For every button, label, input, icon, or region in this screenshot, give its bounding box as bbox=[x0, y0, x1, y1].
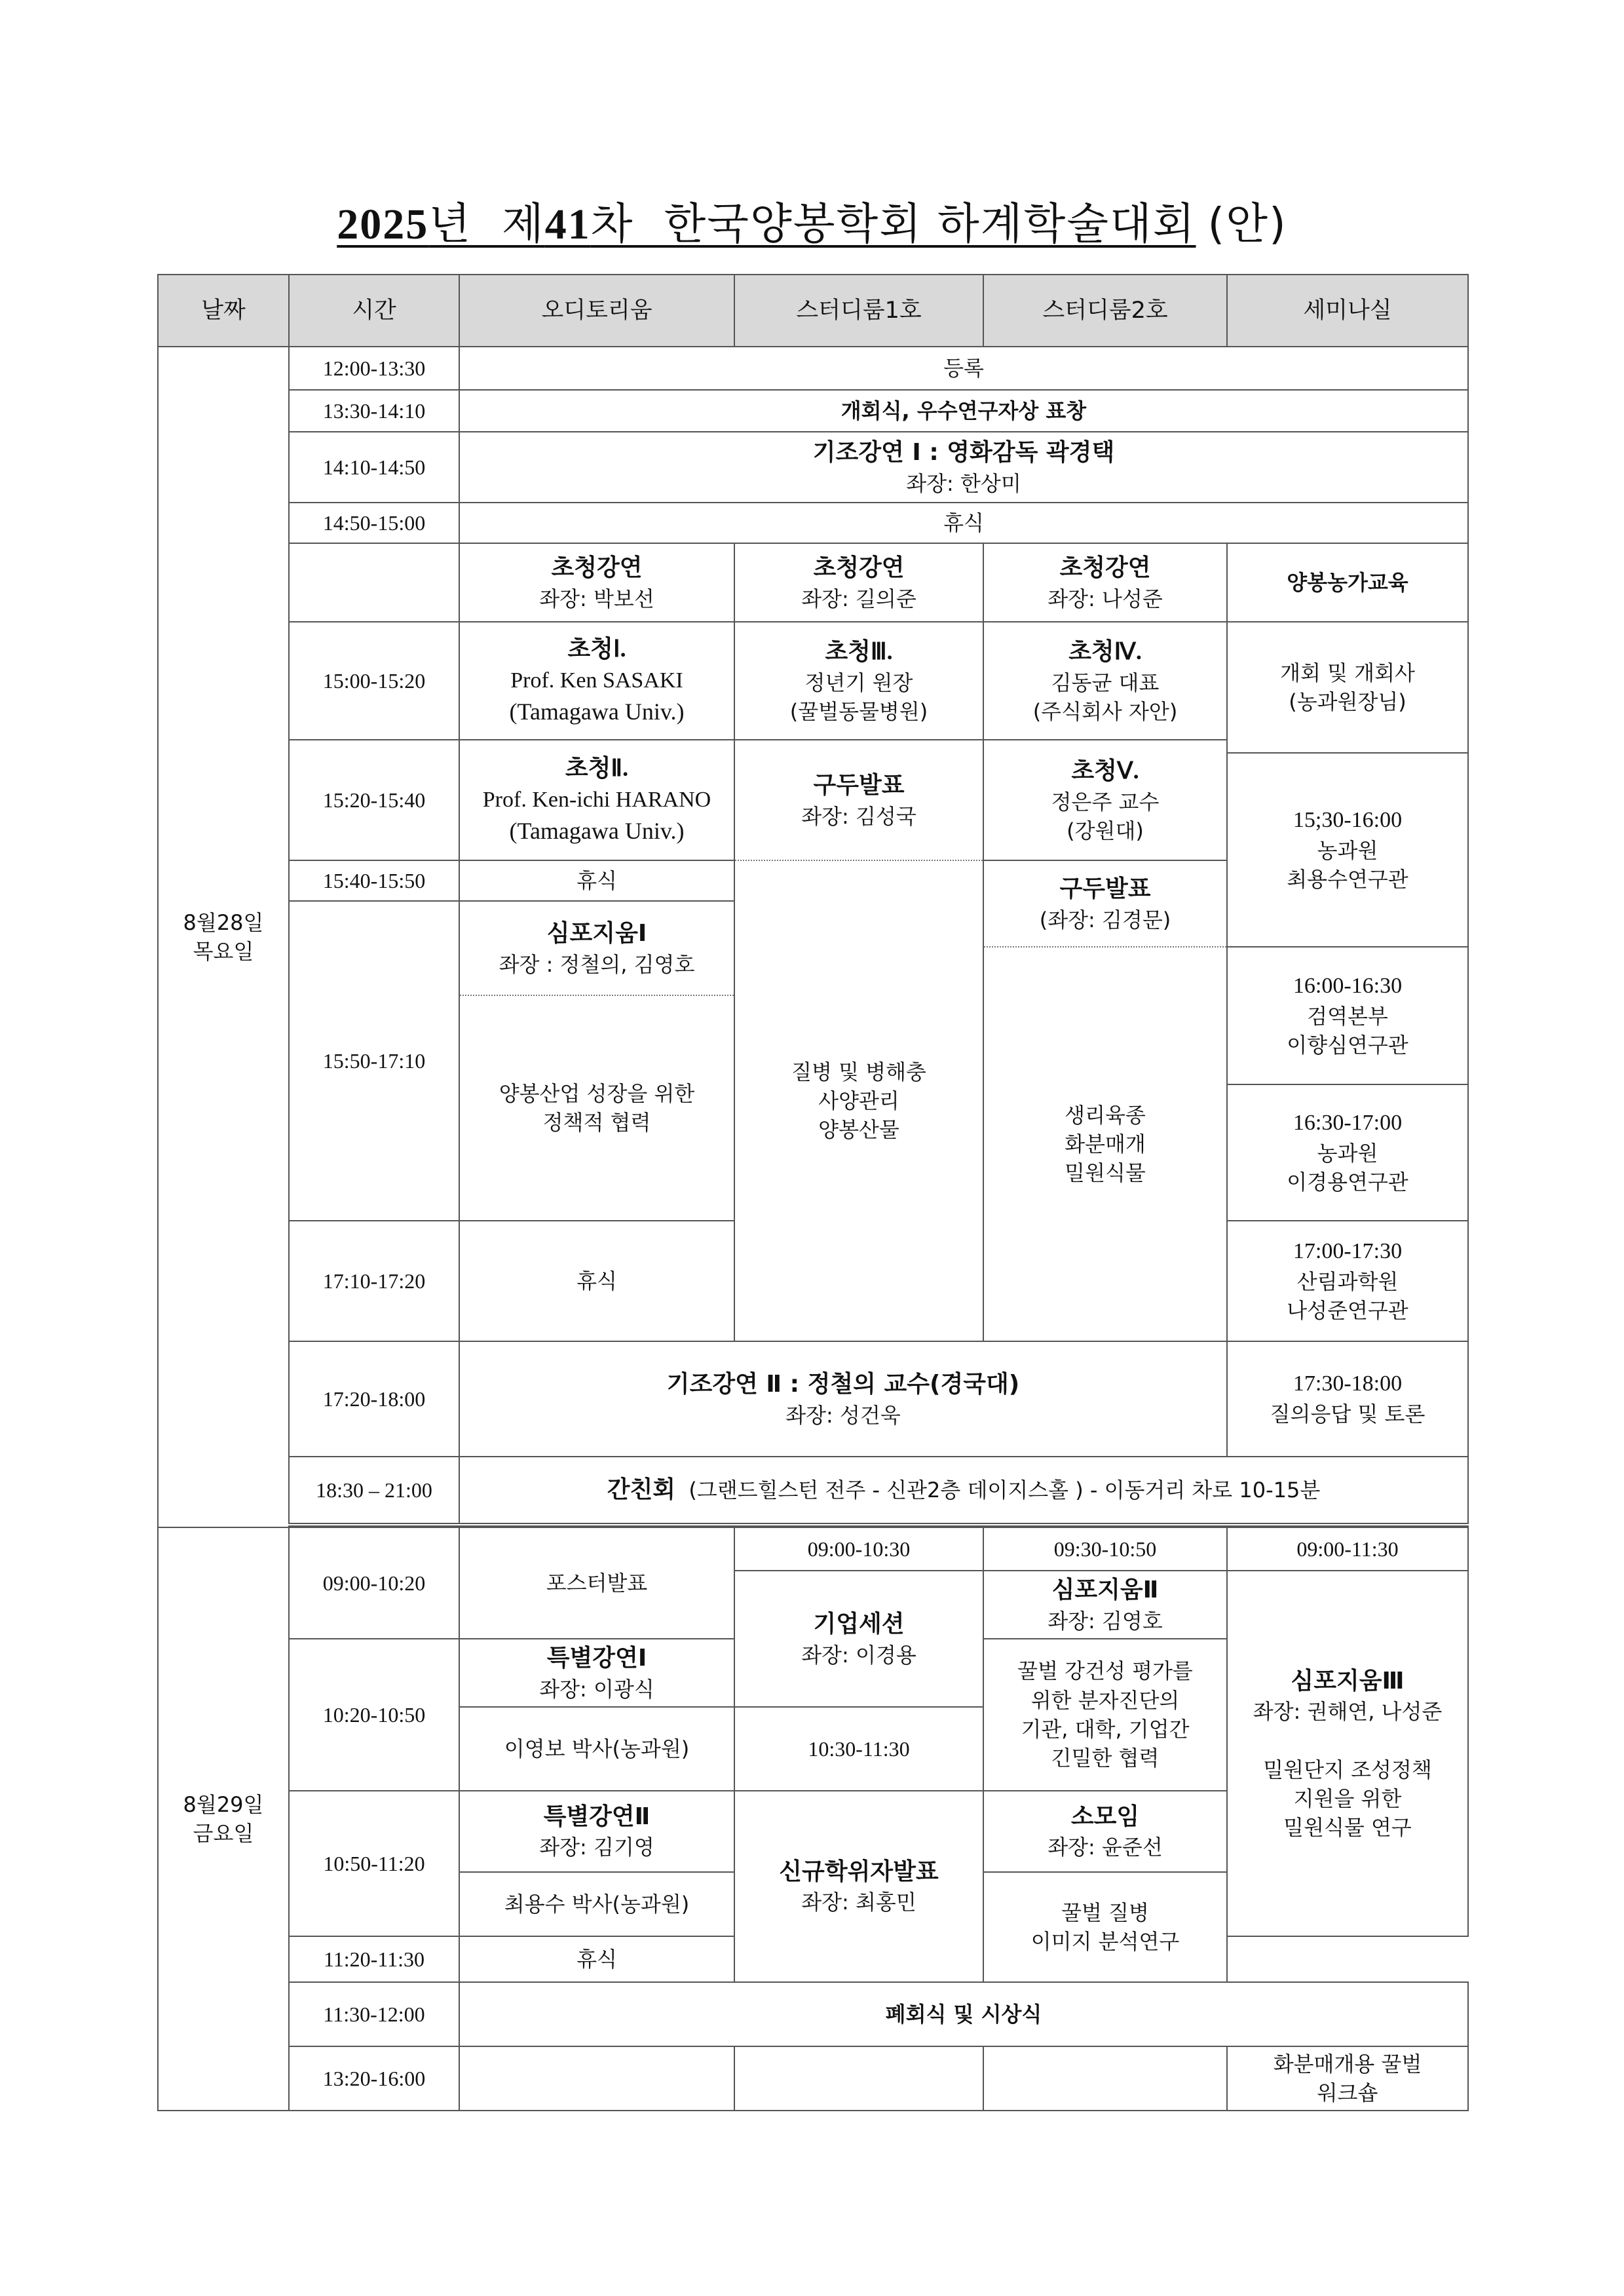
edu-session-3: 16:30-17:00 농과원 이경용연구관 bbox=[1227, 1084, 1468, 1221]
symposium3: 심포지움Ⅲ 좌장: 권해연, 나성준 밀원단지 조성정책 지원을 위한 밀원식물 연구 bbox=[1227, 1571, 1468, 1936]
invited-3: 초청Ⅲ. 정년기 원장 (꿀벌동물병원) bbox=[734, 622, 983, 740]
special-lecture1-speaker: 이영보 박사(농과원) bbox=[459, 1707, 734, 1791]
day1-date: 8월28일 목요일 bbox=[158, 347, 289, 1527]
break: 휴식 bbox=[459, 503, 1468, 543]
empty-cell bbox=[734, 2046, 983, 2111]
break: 휴식 bbox=[459, 860, 734, 901]
time-cell: 18:30 – 21:00 bbox=[289, 1457, 459, 1525]
oral2-topics: 생리육종 화분매개 밀원식물 bbox=[983, 947, 1227, 1341]
break: 휴식 bbox=[459, 1936, 734, 1982]
closing-ceremony: 폐회식 및 시상식 bbox=[459, 1982, 1468, 2046]
time-cell: 11:20-11:30 bbox=[289, 1936, 459, 1982]
header-auditorium: 오디토리움 bbox=[459, 275, 734, 347]
empty-cell bbox=[983, 2046, 1227, 2111]
title-ordinal-prefix: 제 bbox=[501, 199, 545, 249]
workshop: 화분매개용 꿀벌 워크숍 bbox=[1227, 2046, 1468, 2111]
poster-session: 포스터발표 bbox=[459, 1527, 734, 1639]
oral2-header: 구두발표 (좌장: 김경문) bbox=[983, 860, 1227, 947]
invited-1: 초청Ⅰ. Prof. Ken SASAKI (Tamagawa Univ.) bbox=[459, 622, 734, 740]
header-studyroom1: 스터디룸1호 bbox=[734, 275, 983, 347]
edu-session-2: 16:00-16:30 검역본부 이향심연구관 bbox=[1227, 947, 1468, 1084]
banquet: 간친회 (그랜드힐스턴 전주 - 신관2층 데이지스홀 ) - 이동거리 차로 10-15분 bbox=[459, 1457, 1468, 1525]
edu-session-4: 17:00-17:30 산림과학원 나성준연구관 bbox=[1227, 1221, 1468, 1341]
day2-date: 8월29일 금요일 bbox=[158, 1527, 289, 2111]
symposium2-topic: 꿀벌 강건성 평가를 위한 분자진단의 기관, 대학, 기업간 긴밀한 협력 bbox=[983, 1639, 1227, 1791]
time-cell: 14:10-14:50 bbox=[289, 432, 459, 503]
time-cell: 09:00-10:20 bbox=[289, 1527, 459, 1639]
title-draft-label: (안) bbox=[1207, 199, 1287, 249]
header-seminar: 세미나실 bbox=[1227, 275, 1468, 347]
header-time: 시간 bbox=[289, 275, 459, 347]
oral1-topics: 질병 및 병해충 사양관리 양봉산물 bbox=[734, 860, 983, 1341]
time-cell: 15:40-15:50 bbox=[289, 860, 459, 901]
invited-sr2: 초청강연 좌장: 나성준 bbox=[983, 543, 1227, 622]
small-group-header: 소모임 좌장: 윤준선 bbox=[983, 1791, 1227, 1872]
edu-opening: 개회 및 개회사 (농과원장님) bbox=[1227, 622, 1468, 753]
invited-5: 초청Ⅴ. 정은주 교수 (강원대) bbox=[983, 740, 1227, 860]
time-cell: 15:20-15:40 bbox=[289, 740, 459, 860]
sr2-time-1: 09:30-10:50 bbox=[983, 1527, 1227, 1571]
time-cell: 13:20-16:00 bbox=[289, 2046, 459, 2111]
edu-session-1: 15;30-16:00 농과원 최용수연구관 bbox=[1227, 753, 1468, 947]
keynote1: 기조강연 Ⅰ : 영화감독 곽경택 좌장: 한상미 bbox=[459, 432, 1468, 503]
opening-ceremony: 개회식, 우수연구자상 표창 bbox=[459, 390, 1468, 432]
title-underlined bbox=[337, 199, 1196, 249]
time-cell: 10:50-11:20 bbox=[289, 1791, 459, 1936]
symposium2-header: 심포지움Ⅱ 좌장: 김영호 bbox=[983, 1571, 1227, 1639]
time-cell: 12:00-13:30 bbox=[289, 347, 459, 390]
time-cell: 10:20-10:50 bbox=[289, 1639, 459, 1791]
time-cell: 17:10-17:20 bbox=[289, 1221, 459, 1341]
time-cell: 15:00-15:20 bbox=[289, 622, 459, 740]
page-title bbox=[0, 189, 1624, 251]
empty-cell bbox=[459, 2046, 734, 2111]
small-group-topic: 꿀벌 질병 이미지 분석연구 bbox=[983, 1872, 1227, 1982]
time-cell: 17:20-18:00 bbox=[289, 1341, 459, 1457]
special-lecture2-speaker: 최용수 박사(농과원) bbox=[459, 1872, 734, 1936]
special-lecture2-header: 특별강연Ⅱ 좌장: 김기영 bbox=[459, 1791, 734, 1872]
sem-time-1: 09:00-11:30 bbox=[1227, 1527, 1468, 1571]
time-cell: 14:50-15:00 bbox=[289, 503, 459, 543]
business-session: 기업세션 좌장: 이경용 bbox=[734, 1571, 983, 1707]
symposium1-topic: 양봉산업 성장을 위한 정책적 협력 bbox=[459, 995, 734, 1221]
header-studyroom2: 스터디룸2호 bbox=[983, 275, 1227, 347]
title-year-suffix: 년 bbox=[428, 199, 472, 249]
sr1-time-1: 09:00-10:30 bbox=[734, 1527, 983, 1571]
oral1-header: 구두발표 좌장: 김성국 bbox=[734, 740, 983, 860]
header-date: 날짜 bbox=[158, 275, 289, 347]
registration: 등록 bbox=[459, 347, 1468, 390]
title-year: 2025 bbox=[337, 201, 429, 248]
beekeeper-education: 양봉농가교육 bbox=[1227, 543, 1468, 622]
title-ordinal-suffix: 차 bbox=[590, 199, 634, 249]
schedule-table bbox=[157, 274, 1469, 2111]
title-event-name: 한국양봉학회 하계학술대회 bbox=[664, 199, 1196, 249]
edu-qa: 17:30-18:00 질의응답 및 토론 bbox=[1227, 1341, 1468, 1457]
invited-4: 초청Ⅳ. 김동균 대표 (주식회사 자안) bbox=[983, 622, 1227, 740]
header-row bbox=[158, 275, 1468, 347]
sr1-time-2: 10:30-11:30 bbox=[734, 1707, 983, 1791]
break: 휴식 bbox=[459, 1221, 734, 1341]
time-cell: 13:30-14:10 bbox=[289, 390, 459, 432]
new-degree-session: 신규학위자발표 좌장: 최홍민 bbox=[734, 1791, 983, 1982]
invited-sr1: 초청강연 좌장: 길의준 bbox=[734, 543, 983, 622]
symposium1-header: 심포지움Ⅰ 좌장 : 정철의, 김영호 bbox=[459, 901, 734, 995]
invited-2: 초청Ⅱ. Prof. Ken-ichi HARANO (Tamagawa Univ.) bbox=[459, 740, 734, 860]
time-cell: 11:30-12:00 bbox=[289, 1982, 459, 2046]
special-lecture1-header: 특별강연Ⅰ 좌장: 이광식 bbox=[459, 1639, 734, 1707]
time-cell-empty bbox=[289, 543, 459, 622]
keynote2: 기조강연 Ⅱ : 정철의 교수(경국대) 좌장: 성건욱 bbox=[459, 1341, 1227, 1457]
time-cell: 15:50-17:10 bbox=[289, 901, 459, 1221]
invited-aud: 초청강연 좌장: 박보선 bbox=[459, 543, 734, 622]
title-ordinal-number: 41 bbox=[544, 201, 591, 248]
